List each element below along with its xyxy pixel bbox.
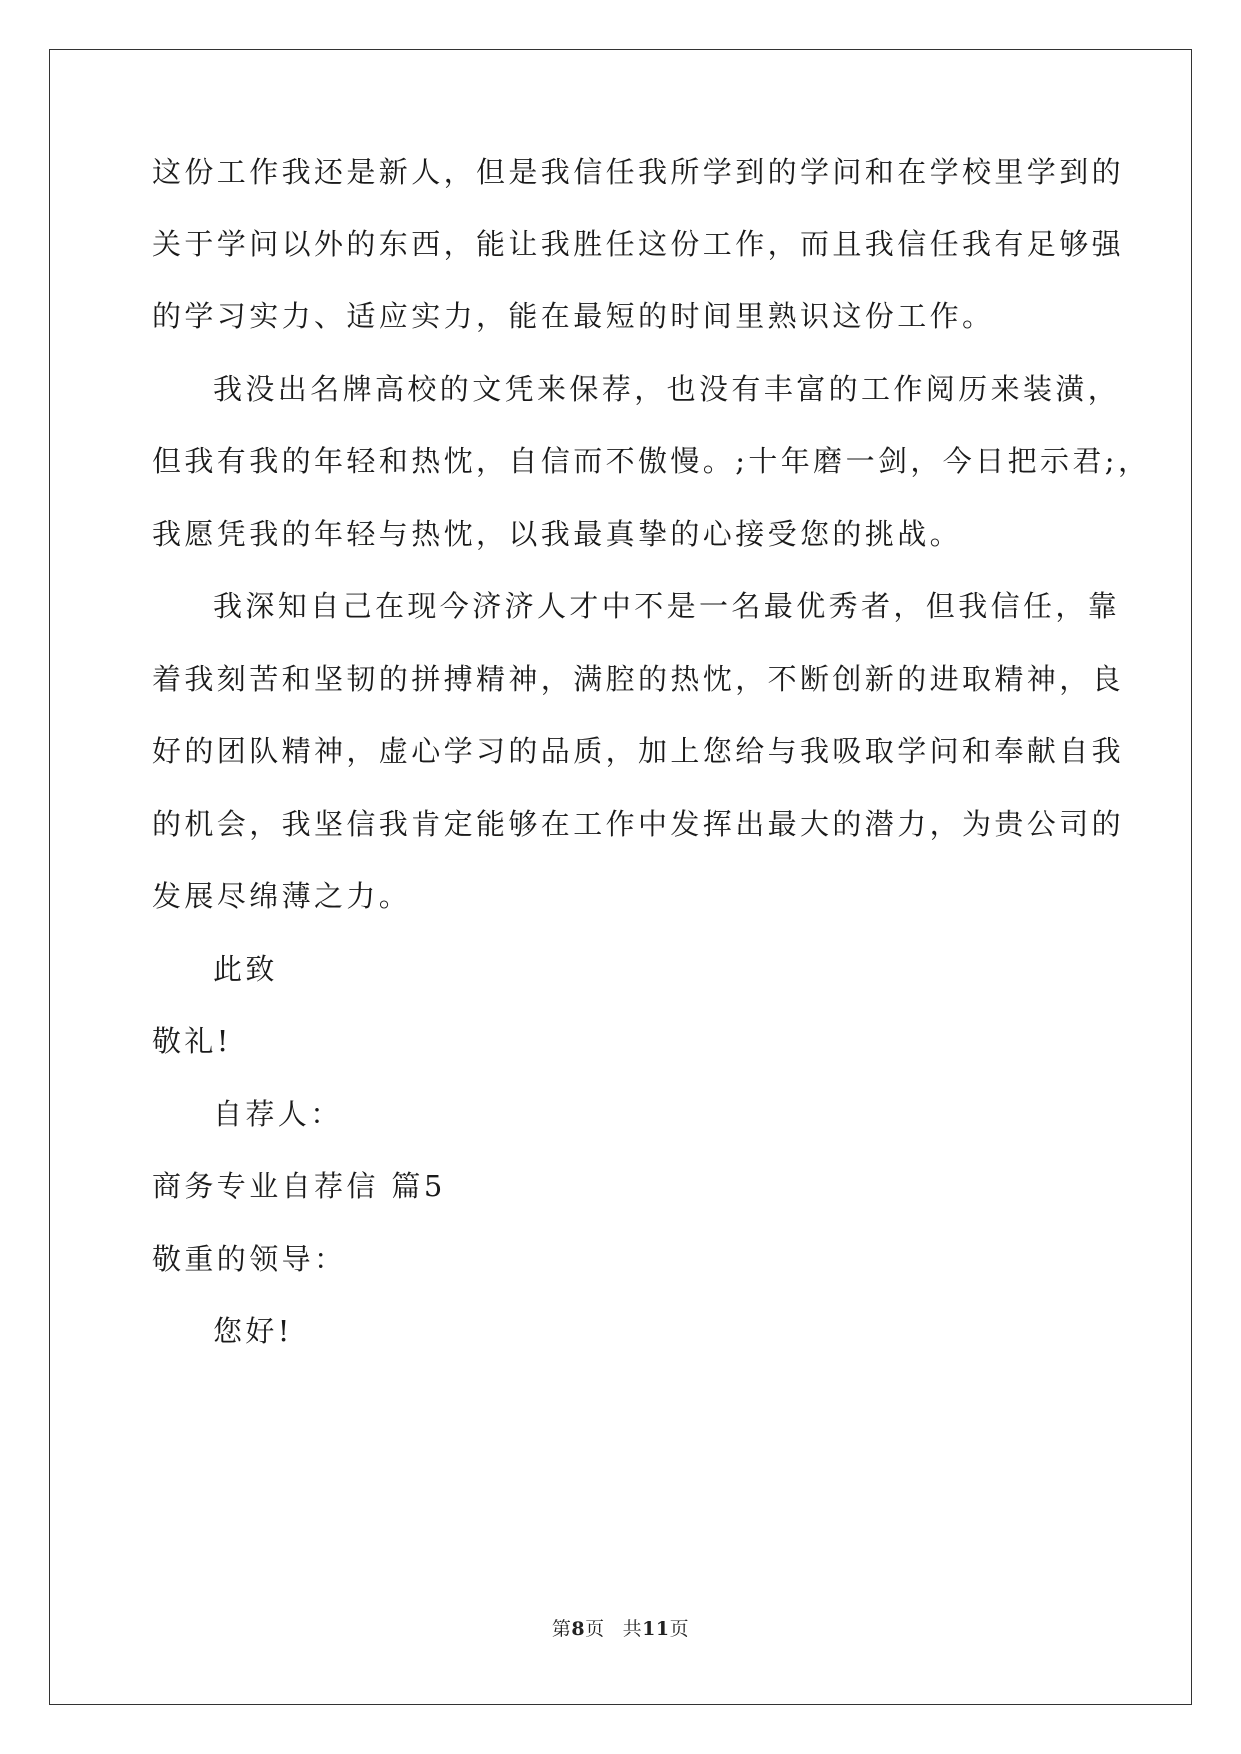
greeting: 您好! — [213, 1314, 293, 1348]
page-total: 11 — [642, 1618, 670, 1640]
page-suffix: 页 — [585, 1618, 605, 1640]
page-number: 8 — [571, 1618, 586, 1640]
page-prefix: 第 — [551, 1618, 572, 1640]
body-line-11: 发展尽绵薄之力。 — [152, 879, 412, 913]
body-line-5: 但我有我的年轻和热忱，自信而不傲慢。;十年磨一剑，今日把示君;， — [152, 444, 1151, 478]
page-footer — [0, 1614, 1241, 1641]
body-line-4: 我没出名牌高校的文凭来保荐，也没有丰富的工作阅历来装潢， — [213, 372, 1121, 406]
body-line-10: 的机会，我坚信我肯定能够在工作中发挥出最大的潜力，为贵公司的 — [152, 807, 1125, 841]
body-line-8: 着我刻苦和坚韧的拼搏精神，满腔的热忱，不断创新的进取精神，良 — [152, 662, 1125, 696]
greeting-address: 敬重的领导： — [152, 1242, 347, 1276]
body-line-3: 的学习实力、适应实力，能在最短的时间里熟识这份工作。 — [152, 299, 995, 333]
body-line-9: 好的团队精神，虚心学习的品质，加上您给与我吸取学问和奉献自我 — [152, 734, 1125, 768]
total-suffix: 页 — [669, 1618, 690, 1640]
signature-label: 自荐人： — [213, 1097, 343, 1131]
closing-regards: 敬礼! — [152, 1024, 232, 1058]
body-line-6: 我愿凭我的年轻与热忱，以我最真挚的心接受您的挑战。 — [152, 517, 963, 551]
section-heading: 商务专业自荐信 篇5 — [152, 1169, 446, 1203]
total-prefix: 共 — [622, 1618, 643, 1640]
body-line-2: 关于学问以外的东西，能让我胜任这份工作，而且我信任我有足够强 — [152, 227, 1125, 261]
body-line-1: 这份工作我还是新人，但是我信任我所学到的学问和在学校里学到的 — [152, 155, 1125, 189]
body-line-7: 我深知自己在现今济济人才中不是一名最优秀者，但我信任，靠 — [213, 589, 1121, 623]
closing-salutation: 此致 — [213, 952, 278, 986]
